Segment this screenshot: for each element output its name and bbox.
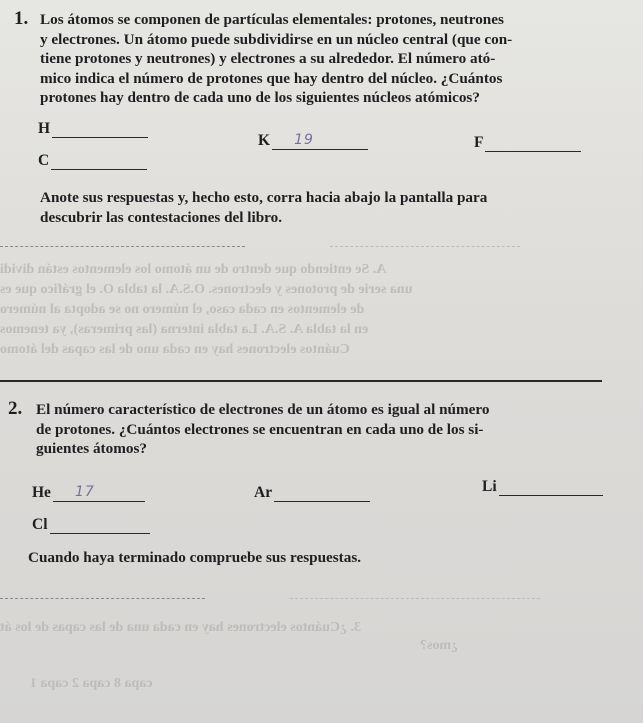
question-2-number: 2. [8,398,23,419]
blank-label: F [474,134,484,151]
blank-label: C [38,152,50,169]
section-rule [0,380,602,382]
q1-instruction-line-2: descubrir las contestaciones del libro. [40,208,283,226]
blank-label: Ar [254,484,273,501]
q1-instruction-line-1: Anote sus respuestas y, hecho esto, corra hacia abajo la pantalla para [40,189,488,206]
answer-line-helium[interactable] [53,485,145,502]
answer-line-carbon[interactable] [51,153,147,170]
question-1 [14,8,614,228]
ghost-line: capa 8 capa 2 capa 1 [30,676,153,691]
blank-label: Li [482,478,497,495]
answer-line-chlorine[interactable] [50,517,150,534]
ghost-line: de elementos en cada caso, el número no se adopta al número [0,302,365,317]
q2-line-2: de protones. ¿Cuántos electrones se encuentran en cada uno de los si- [36,420,484,438]
question-2 [8,398,608,578]
blank-hydrogen [38,120,148,138]
q2-line-1: El número característico de electrones de un átomo es igual al número [36,401,490,418]
answer-line-fluorine[interactable] [485,135,581,152]
question-1-instruction [40,188,602,227]
q1-line-5: protones hay dentro de cada uno de los siguientes núcleos atómicos? [40,89,480,107]
ghost-line: ¿mos? [420,638,459,653]
handwritten-answer: 17 [74,484,95,500]
dashed-divider-1b [330,246,520,247]
dashed-divider-2b [290,598,540,599]
handwritten-answer: 19 [294,132,314,148]
bleed-through-text-2 [0,620,643,700]
q1-line-1: Los átomos se componen de partículas elementales: protones, neutrones [40,11,504,28]
question-1-text [40,10,602,108]
blank-lithium [482,478,603,496]
blank-label: Cl [32,516,48,533]
ghost-line: A. Se entiendo que dentro de un átomo los elementos están dividi [0,262,387,277]
answer-line-lithium[interactable] [499,479,603,496]
ghost-line: Cuántos electrones hay en cada uno de las capas del átomo [0,342,350,357]
blank-label: K [258,132,271,149]
ghost-line: una serie de protones y electrones. O.S.A. la tabla O. el gráfico que es [0,282,413,297]
blank-label: He [32,484,51,501]
q1-line-4: mico indica el número de protones que hay dentro del núcleo. ¿Cuántos [40,69,503,87]
q1-line-3: tiene protones y neutrones) y electrones a su alrededor. El número ató- [40,50,496,68]
answer-line-argon[interactable] [274,485,370,502]
question-2-text [36,400,601,459]
q2-line-3: guientes átomos? [36,440,147,458]
ghost-line: 3. ¿Cuántos electrones hay en cada una de las capas de los át [0,620,362,635]
ghost-line: en la tabla A. S.A. La tabla interna (las primeras), ya tenemos [0,322,369,337]
blank-helium [32,484,145,502]
dashed-divider-2 [0,598,205,599]
dashed-divider-1 [0,246,245,247]
blank-chlorine [32,516,150,534]
answer-line-hydrogen[interactable] [52,121,148,138]
blank-fluorine [474,134,581,152]
blank-label: H [38,120,51,137]
question-2-instruction: Cuando haya terminado compruebe sus respuestas. [28,549,362,566]
blank-potassium [258,132,368,150]
question-1-number: 1. [14,8,29,29]
blank-argon [254,484,370,502]
answer-line-potassium[interactable] [272,133,368,150]
q1-line-2: y electrones. Un átomo puede subdividirse en un núcleo central (que con- [40,30,513,48]
bleed-through-text [0,262,643,372]
blank-carbon [38,152,147,170]
